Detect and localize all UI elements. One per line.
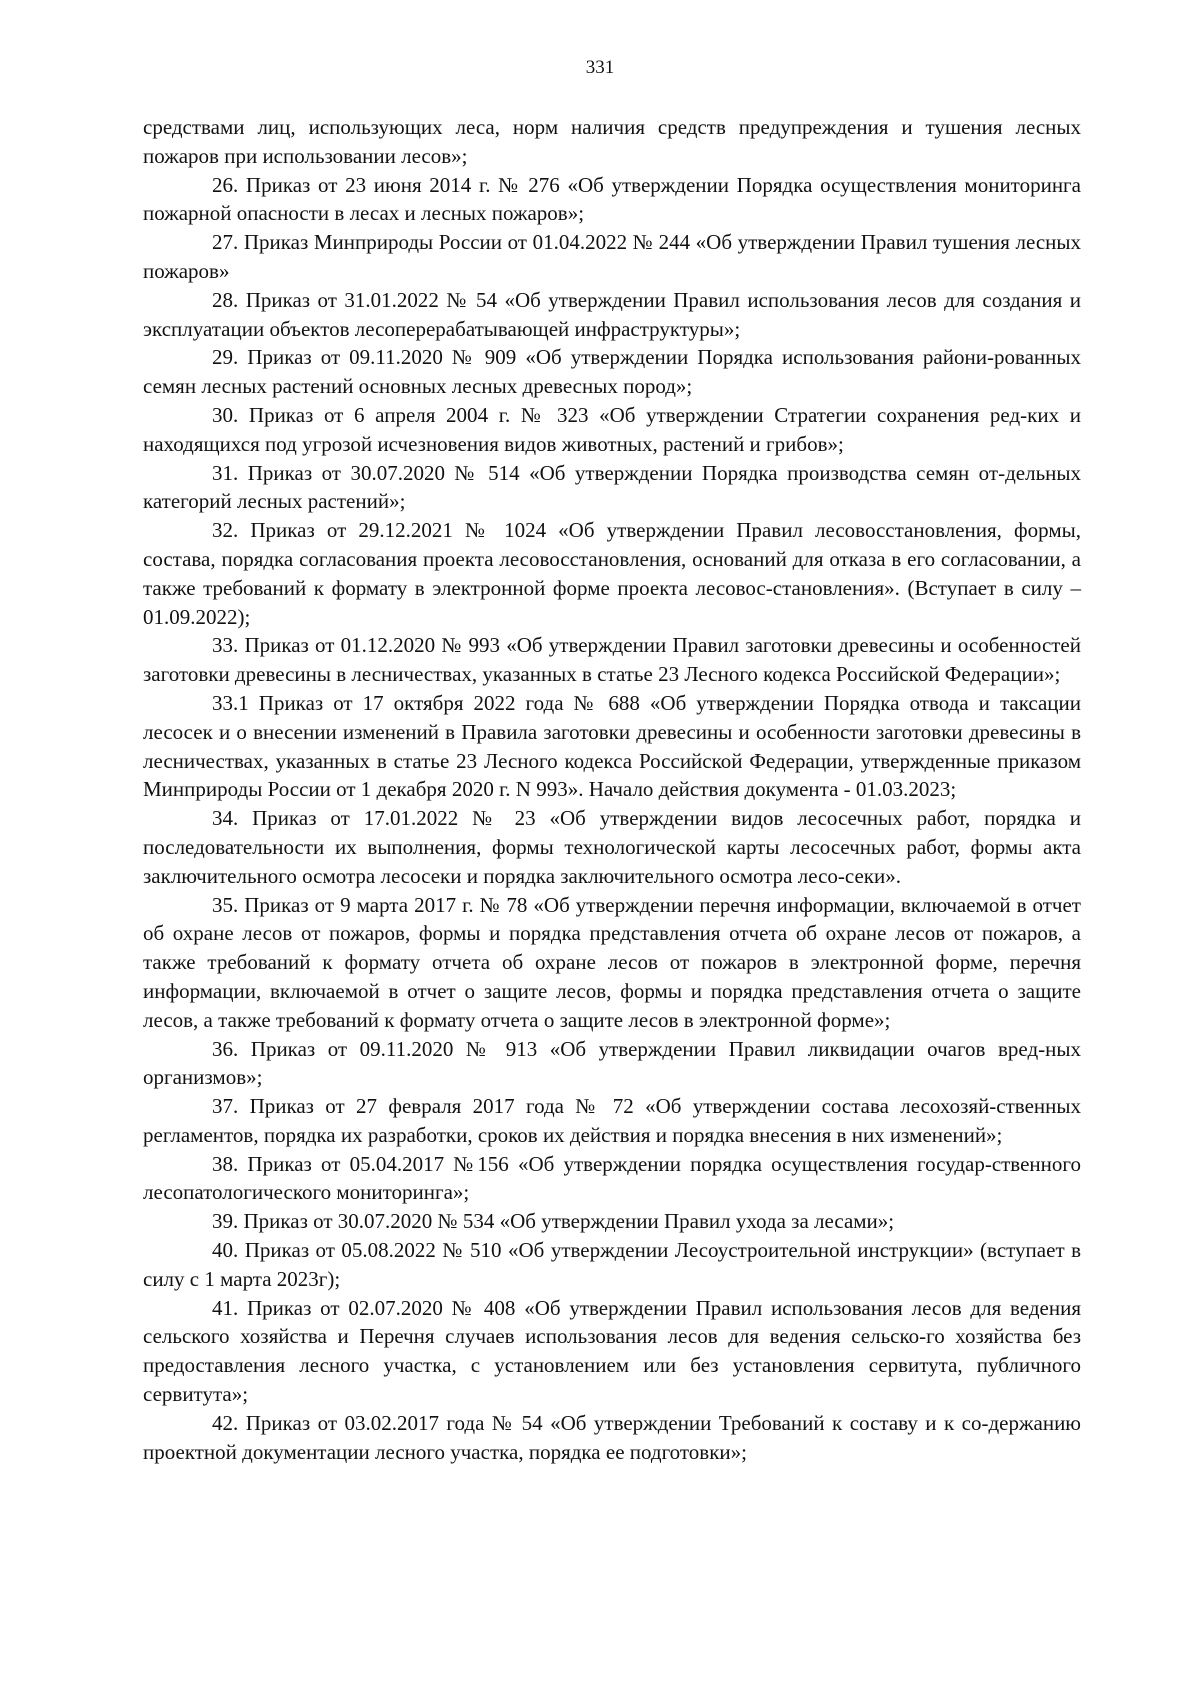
list-item: 34. Приказ от 17.01.2022 № 23 «Об утверждении видов лесосечных работ, порядка и последовательности их выполнения, формы технологической карты лесосечных работ, формы акта заключительного осмотра лесосеки и порядка заключительного осмотра лесо-секи». xyxy=(143,806,1081,888)
list-item: 32. Приказ от 29.12.2021 № 1024 «Об утверждении Правил лесовосстановления, формы, состава, порядка согласования проекта лесовосстановления, оснований для отказа в его согласовании, а также требований к формату в электронной форме проекта лесовос-становления». (Вступает в силу – 01.09.2022); xyxy=(143,518,1081,629)
list-item: 36. Приказ от 09.11.2020 № 913 «Об утверждении Правил ликвидации очагов вред-ных организмов»; xyxy=(143,1036,1081,1090)
list-item: 40. Приказ от 05.08.2022 № 510 «Об утверждении Лесоустроительной инструкции» (вступает в силу с 1 марта 2023г); xyxy=(143,1238,1081,1291)
list-item: 38. Приказ от 05.04.2017 №156 «Об утверждении порядка осуществления государ-ственного лесопатологического мониторинга»; xyxy=(143,1151,1081,1205)
list-item: 37. Приказ от 27 февраля 2017 года № 72 «Об утверждении состава лесохозяй-ственных регламентов, порядка их разработки, сроков их действия и порядка внесения в них изменений»; xyxy=(143,1094,1081,1147)
list-item: 33. Приказ от 01.12.2020 № 993 «Об утверждении Правил заготовки древесины и особенностей заготовки древесины в лесничествах, указанных в статье 23 Лесного кодекса Российской Федерации»; xyxy=(143,633,1081,687)
list-item: 42. Приказ от 03.02.2017 года № 54 «Об утверждении Требований к составу и к со-держанию проектной документации лесного участка, порядка ее подготовки»; xyxy=(143,1410,1081,1464)
list-item: 28. Приказ от 31.01.2022 № 54 «Об утверждении Правил использования лесов для создания и эксплуатации объектов лесоперерабатывающей инфраструктуры»; xyxy=(143,287,1081,341)
list-item: 27. Приказ Минприроды России от 01.04.2022 № 244 «Об утверждении Правил тушения лесных пожаров» xyxy=(143,230,1081,283)
list-item: 35. Приказ от 9 марта 2017 г. № 78 «Об утверждении перечня информации, включаемой в отчет об охране лесов от пожаров, формы и порядка представления отчета об охране лесов от пожаров, а также требований к формату отчета об охране лесов от пожаров в электронной форме, перечня информации, включаемой в отчет о защите лесов, формы и порядка представления отчета о защите лесов, а также требований к формату отчета о защите лесов в электронной форме»; xyxy=(143,892,1081,1032)
list-item: 39. Приказ от 30.07.2020 № 534 «Об утверждении Правил ухода за лесами»; xyxy=(212,1209,895,1234)
list-item: 31. Приказ от 30.07.2020 № 514 «Об утверждении Порядка производства семян от-дельных категорий лесных растений»; xyxy=(143,460,1081,514)
list-item: 33.1 Приказ от 17 октября 2022 года № 688 «Об утверждении Порядка отвода и таксации лесосек и о внесении изменений в Правила заготовки древесины и особенности заготовки древесины в лесничествах, указанных в статье 23 Лесного кодекса Российской Федерации, утвержденные приказом Минприроды России от 1 декабря 2020 г. N 993». Начало действия документа - 01.03.2023; xyxy=(143,690,1081,802)
list-item: 29. Приказ от 09.11.2020 № 909 «Об утверждении Порядка использования райони-рованных семян лесных растений основных лесных древесных пород»; xyxy=(143,345,1081,399)
document-body xyxy=(143,113,1081,1466)
list-item: 41. Приказ от 02.07.2020 № 408 «Об утверждении Правил использования лесов для ведения сельского хозяйства и Перечня случаев использования лесов для ведения сельско-го хозяйства без предоставления лесного участка, с установлением или без установления сервитута, публичного сервитута»; xyxy=(143,1295,1081,1407)
list-item: 26. Приказ от 23 июня 2014 г. № 276 «Об утверждении Порядка осуществления мониторинга пожарной опасности в лесах и лесных пожаров»; xyxy=(143,172,1081,226)
paragraph: средствами лиц, использующих леса, норм наличия средств предупреждения и тушения лесных пожаров при использовании лесов»; xyxy=(143,115,1081,168)
list-item: 30. Приказ от 6 апреля 2004 г. № 323 «Об утверждении Стратегии сохранения ред-ких и находящихся под угрозой исчезновения видов животных, растений и грибов»; xyxy=(143,402,1081,456)
page-number: 331 xyxy=(585,57,615,78)
